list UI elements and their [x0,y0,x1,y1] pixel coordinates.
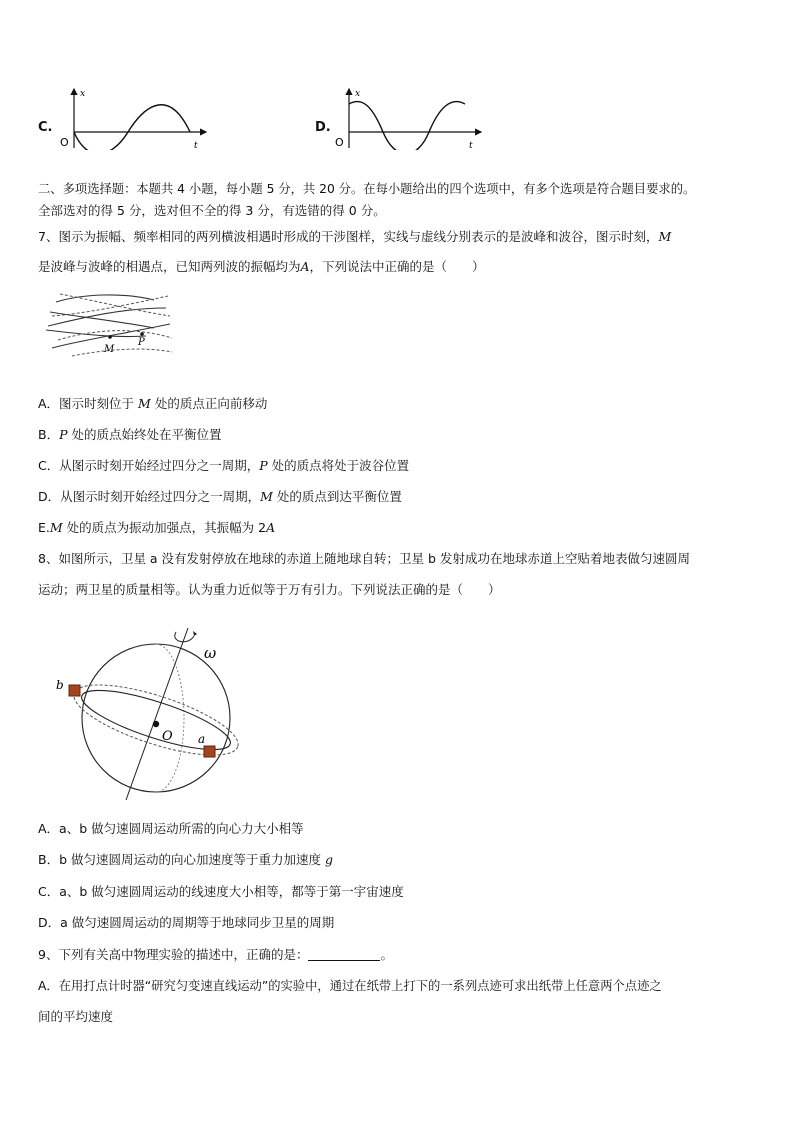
option-d-x-label: x [355,89,361,99]
rotation-axis [126,628,188,800]
satellite-b-label: b [56,678,64,692]
option-d-graph [333,86,485,150]
q7-option-e: E.M 处的质点为振动加强点，其振幅为 2A [38,520,276,535]
q7-option-c: C．从图示时刻开始经过四分之一周期，P 处的质点将处于波谷位置 [38,458,410,473]
satellite-a-label: a [198,732,206,746]
option-c-graph [58,86,210,150]
q7-option-d: D．从图示时刻开始经过四分之一周期，M 处的质点到达平衡位置 [38,489,402,504]
satellite-b-block [69,685,80,696]
q8-stem-line1: 8、如图所示，卫星 a 没有发射停放在地球的赤道上随地球自转；卫星 b 发射成功在地球赤道上空贴着地表做匀速圆周 [38,551,690,566]
option-d-wave-curve [349,102,465,150]
q8-earth-satellite-figure [52,622,252,802]
option-c-letter: C. [38,120,53,135]
section2-line2: 全部选对的得 5 分，选对但不全的得 3 分，有选错的得 0 分。 [38,203,386,218]
rotation-arrowhead [193,631,197,636]
point-m-marker [108,335,112,339]
section2-line1: 二、多项选择题：本题共 4 小题，每小题 5 分，共 20 分。在每小题给出的四个选项中，有多个选项是符合题目要求的。 [38,182,696,196]
option-c-wave-curve [74,105,190,150]
earth-meridian-back [156,644,184,792]
q8-stem-line2: 运动；两卫星的质量相等。认为重力近似等于万有引力。下列说法正确的是（ ） [38,582,501,597]
satellite-a-block [204,746,215,757]
satellite-b-orbit [67,671,245,770]
point-m-label: M [104,344,115,355]
q9-option-a-line2: 间的平均速度 [38,1009,114,1024]
q8-option-d: D．a 做匀速圆周运动的周期等于地球同步卫星的周期 [38,915,335,930]
option-c-origin-label: O [60,136,69,149]
option-d-letter: D. [315,120,331,135]
q7-stem-line1: 7、图示为振幅、频率相同的两列横波相遇时形成的干涉图样，实线与虚线分别表示的是波峰和波谷，图示时刻，M [38,229,672,244]
q7-stem-line2: 是波峰与波峰的相遇点，已知两列波的振幅均为A，下列说法中正确的是（ ） [38,259,485,274]
q8-option-c: C．a、b 做匀速圆周运动的线速度大小相等，都等于第一宇宙速度 [38,884,404,899]
point-p-label: P [138,337,145,348]
wave-crest-line [48,308,166,326]
q8-option-b: B．b 做匀速圆周运动的向心加速度等于重力加速度 g [38,852,333,867]
option-c-t-label: t [194,141,198,150]
earth-center-dot [153,721,159,727]
option-c-x-label: x [80,89,86,99]
wave-trough-line [72,349,172,356]
answer-blank[interactable] [308,948,380,961]
q7-option-a: A．图示时刻位于 M 处的质点正向前移动 [38,396,268,411]
wave-trough-line [58,331,172,340]
wave-trough-line [60,294,170,316]
center-o-label: O [162,729,173,744]
q8-option-a: A．a、b 做匀速圆周运动所需的向心力大小相等 [38,821,304,836]
option-d-t-label: t [469,141,473,150]
option-d-origin-label: O [335,136,344,149]
point-p-marker [140,332,144,336]
q7-interference-figure [42,290,177,366]
omega-label: ω [204,644,217,662]
q9-option-a-line1: A．在用打点计时器“研究匀变速直线运动”的实验中，通过在纸带上打下的一系列点迹可求出纸带上任意两个点迹之 [38,979,662,993]
q7-option-b: B．P 处的质点始终处在平衡位置 [38,427,222,442]
wave-crest-line [46,330,146,337]
q9-stem: 9、下列有关高中物理实验的描述中，正确的是： 。 [38,947,393,962]
